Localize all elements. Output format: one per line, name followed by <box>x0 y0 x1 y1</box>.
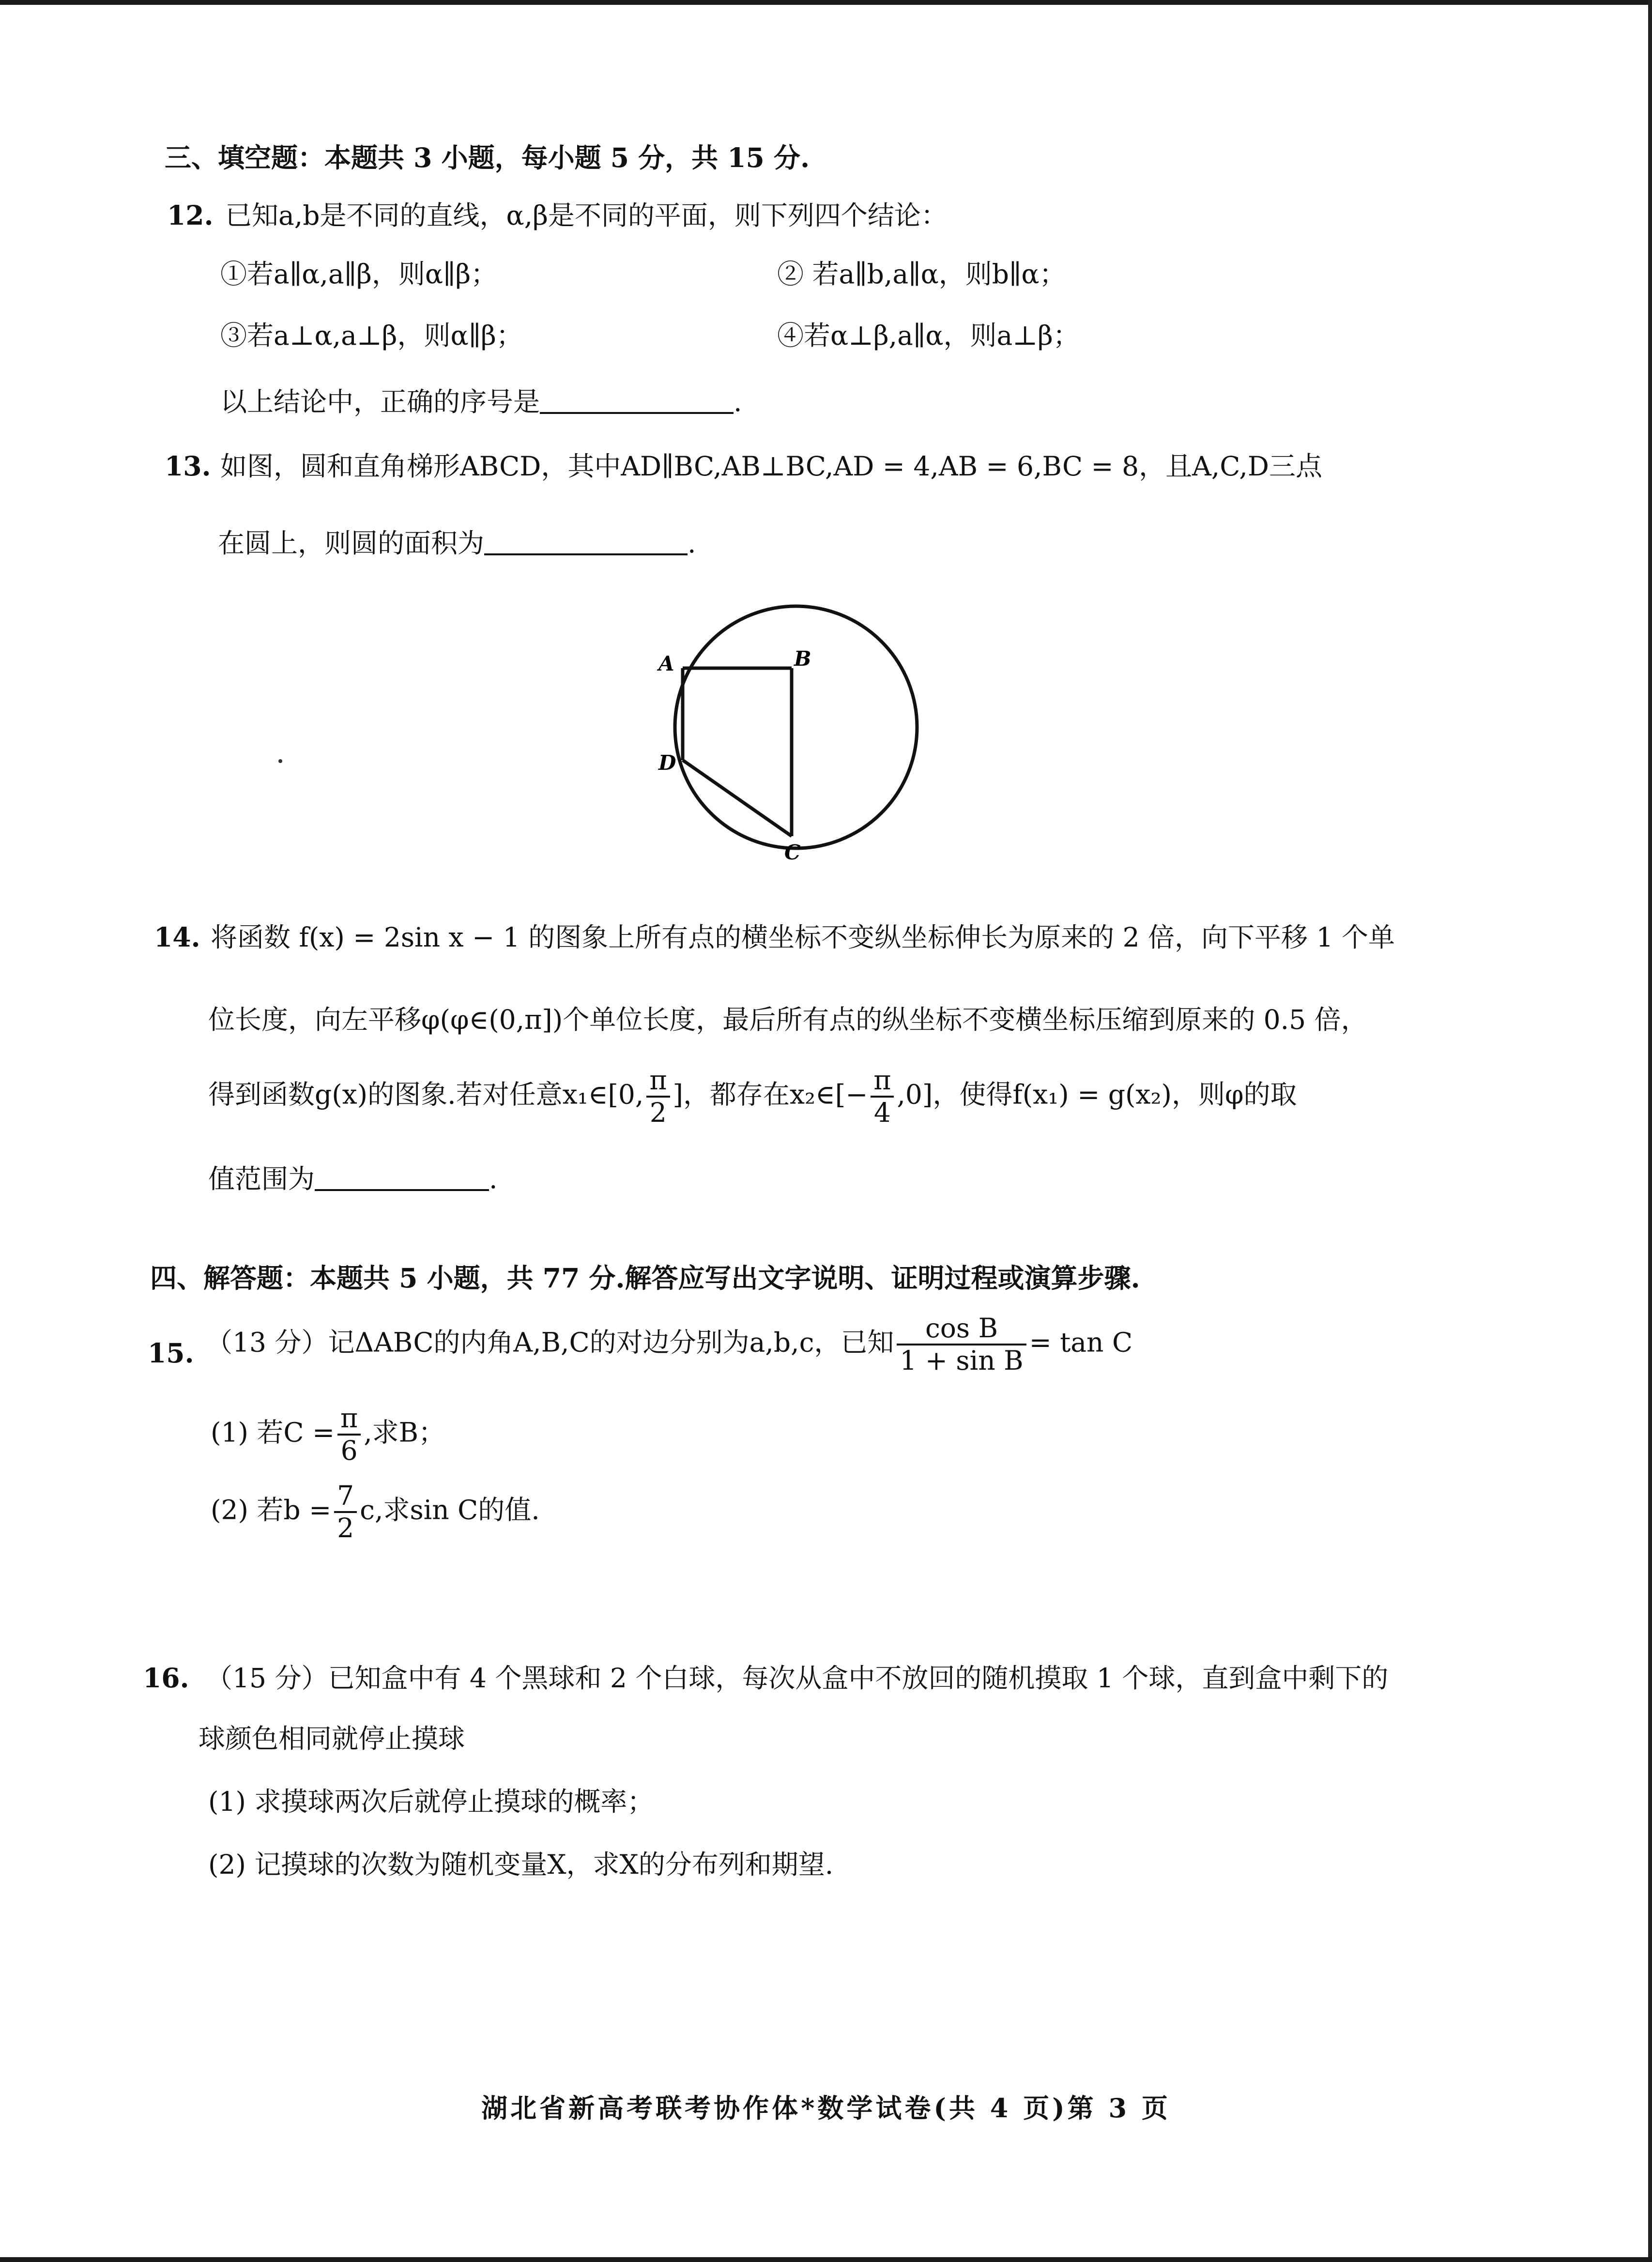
q13-end: . <box>688 528 696 559</box>
q14-line4: 值范围为 <box>208 1163 315 1194</box>
q14-answer-blank[interactable] <box>315 1161 489 1191</box>
q16-line2: 球颜色相同就停止摸球 <box>199 1723 465 1754</box>
label-b: B <box>794 647 811 671</box>
circle <box>675 606 917 848</box>
q15-p2-num: 7 <box>334 1481 357 1513</box>
q14-number: 14. <box>154 921 200 953</box>
q14-end: . <box>489 1163 498 1194</box>
q12-option-4: ④若α⊥β,a∥α，则a⊥β； <box>777 320 1080 351</box>
q15-number: 15. <box>148 1337 194 1369</box>
q15-stem-end: = tan C <box>1029 1327 1133 1358</box>
q13-line2: 在圆上，则圆的面积为 <box>218 528 485 559</box>
q15-stem-line <box>206 1313 1132 1376</box>
q12-option-1: ①若a∥α,a∥β，则α∥β； <box>220 259 498 290</box>
q15-frac-den: 1 + sin B <box>900 1345 1024 1376</box>
page-footer: 湖北省新高考联考协作体*数学试卷(共 4 页)第 3 页 <box>481 2093 1171 2124</box>
q15-part2-a: (2) 若b = <box>211 1494 332 1526</box>
q12-ask-line <box>220 384 742 418</box>
q13-line2-wrap <box>218 525 696 559</box>
scan-edge-bottom <box>0 2257 1652 2262</box>
q15-part1 <box>211 1403 445 1467</box>
q14-fraction-pi-over-2 <box>646 1065 670 1129</box>
q13-line1: 如图，圆和直角梯形ABCD，其中AD∥BC,AB⊥BC,AD = 4,AB = 6,BC = 8，且A,C,D三点 <box>220 451 1322 482</box>
q14-frac1-den: 2 <box>649 1097 667 1129</box>
q14-frac2-den: 4 <box>873 1097 891 1129</box>
q16-line1: （15 分）已知盒中有 4 个黑球和 2 个白球，每次从盒中不放回的随机摸取 1 个球，直到盒中剩下的 <box>206 1663 1389 1694</box>
q15-part2-fraction <box>334 1481 357 1544</box>
section3-heading: 三、填空题：本题共 3 小题，每小题 5 分，共 15 分. <box>165 142 810 173</box>
scan-speck <box>278 759 282 763</box>
q12-stem: 已知a,b是不同的直线，α,β是不同的平面，则下列四个结论： <box>225 200 948 231</box>
q12-number: 12. <box>167 199 214 231</box>
scan-edge-right <box>1648 0 1652 2262</box>
label-c: C <box>784 841 801 864</box>
q15-stem: （13 分）记ΔABC的内角A,B,C的对边分别为a,b,c，已知 <box>206 1327 894 1358</box>
q15-fraction <box>897 1313 1026 1376</box>
q14-frac2-num: π <box>871 1065 894 1098</box>
q16-number: 16. <box>143 1662 189 1694</box>
q15-p1-den: 6 <box>340 1435 358 1467</box>
q14-line3-a: 得到函数g(x)的图象.若对任意x₁∈[0, <box>208 1079 644 1110</box>
q14-line3-c: ,0]，使得f(x₁) = g(x₂)，则φ的取 <box>897 1079 1297 1110</box>
q16-part1: (1) 求摸球两次后就停止摸球的概率； <box>208 1786 654 1817</box>
q12-answer-blank[interactable] <box>540 384 734 414</box>
q14-line3 <box>208 1065 1297 1129</box>
q15-part2-b: c,求sin C的值. <box>360 1494 540 1526</box>
q14-line4-wrap <box>208 1161 498 1195</box>
label-d: D <box>658 751 676 775</box>
q15-p2-den: 2 <box>337 1513 354 1544</box>
section4-heading: 四、解答题：本题共 5 小题，共 77 分.解答应写出文字说明、证明过程或演算步骤. <box>150 1262 1140 1294</box>
circle-trapezoid-figure <box>644 576 959 867</box>
q12-end: . <box>734 386 742 417</box>
q14-line1: 将函数 f(x) = 2sin x − 1 的图象上所有点的横坐标不变纵坐标伸长为原来的 2 倍，向下平移 1 个单 <box>211 922 1395 953</box>
q15-frac-num: cos B <box>897 1313 1026 1345</box>
q12-ask: 以上结论中，正确的序号是 <box>220 386 540 417</box>
q13-answer-blank[interactable] <box>484 525 688 555</box>
q14-line2: 位长度，向左平移φ(φ∈(0,π])个单位长度，最后所有点的纵坐标不变横坐标压缩到原来的 0.5 倍， <box>208 1004 1368 1035</box>
q12-option-2: ② 若a∥b,a∥α，则b∥α； <box>777 259 1066 290</box>
scan-edge-top <box>0 0 1652 5</box>
q13-number: 13. <box>165 450 211 482</box>
q15-p1-num: π <box>337 1403 361 1436</box>
q12-option-3: ③若a⊥α,a⊥β，则α∥β； <box>220 320 523 351</box>
q14-fraction-pi-over-4 <box>871 1065 894 1129</box>
q15-part1-fraction <box>337 1403 361 1467</box>
q14-line3-b: ]，都存在x₂∈[− <box>673 1079 868 1110</box>
q15-part1-a: (1) 若C = <box>211 1417 335 1448</box>
label-a: A <box>658 652 674 675</box>
q16-part2: (2) 记摸球的次数为随机变量X，求X的分布列和期望. <box>208 1849 834 1880</box>
q14-frac1-num: π <box>646 1065 670 1098</box>
q15-part1-b: ,求B； <box>364 1417 445 1448</box>
q15-part2 <box>211 1481 540 1544</box>
